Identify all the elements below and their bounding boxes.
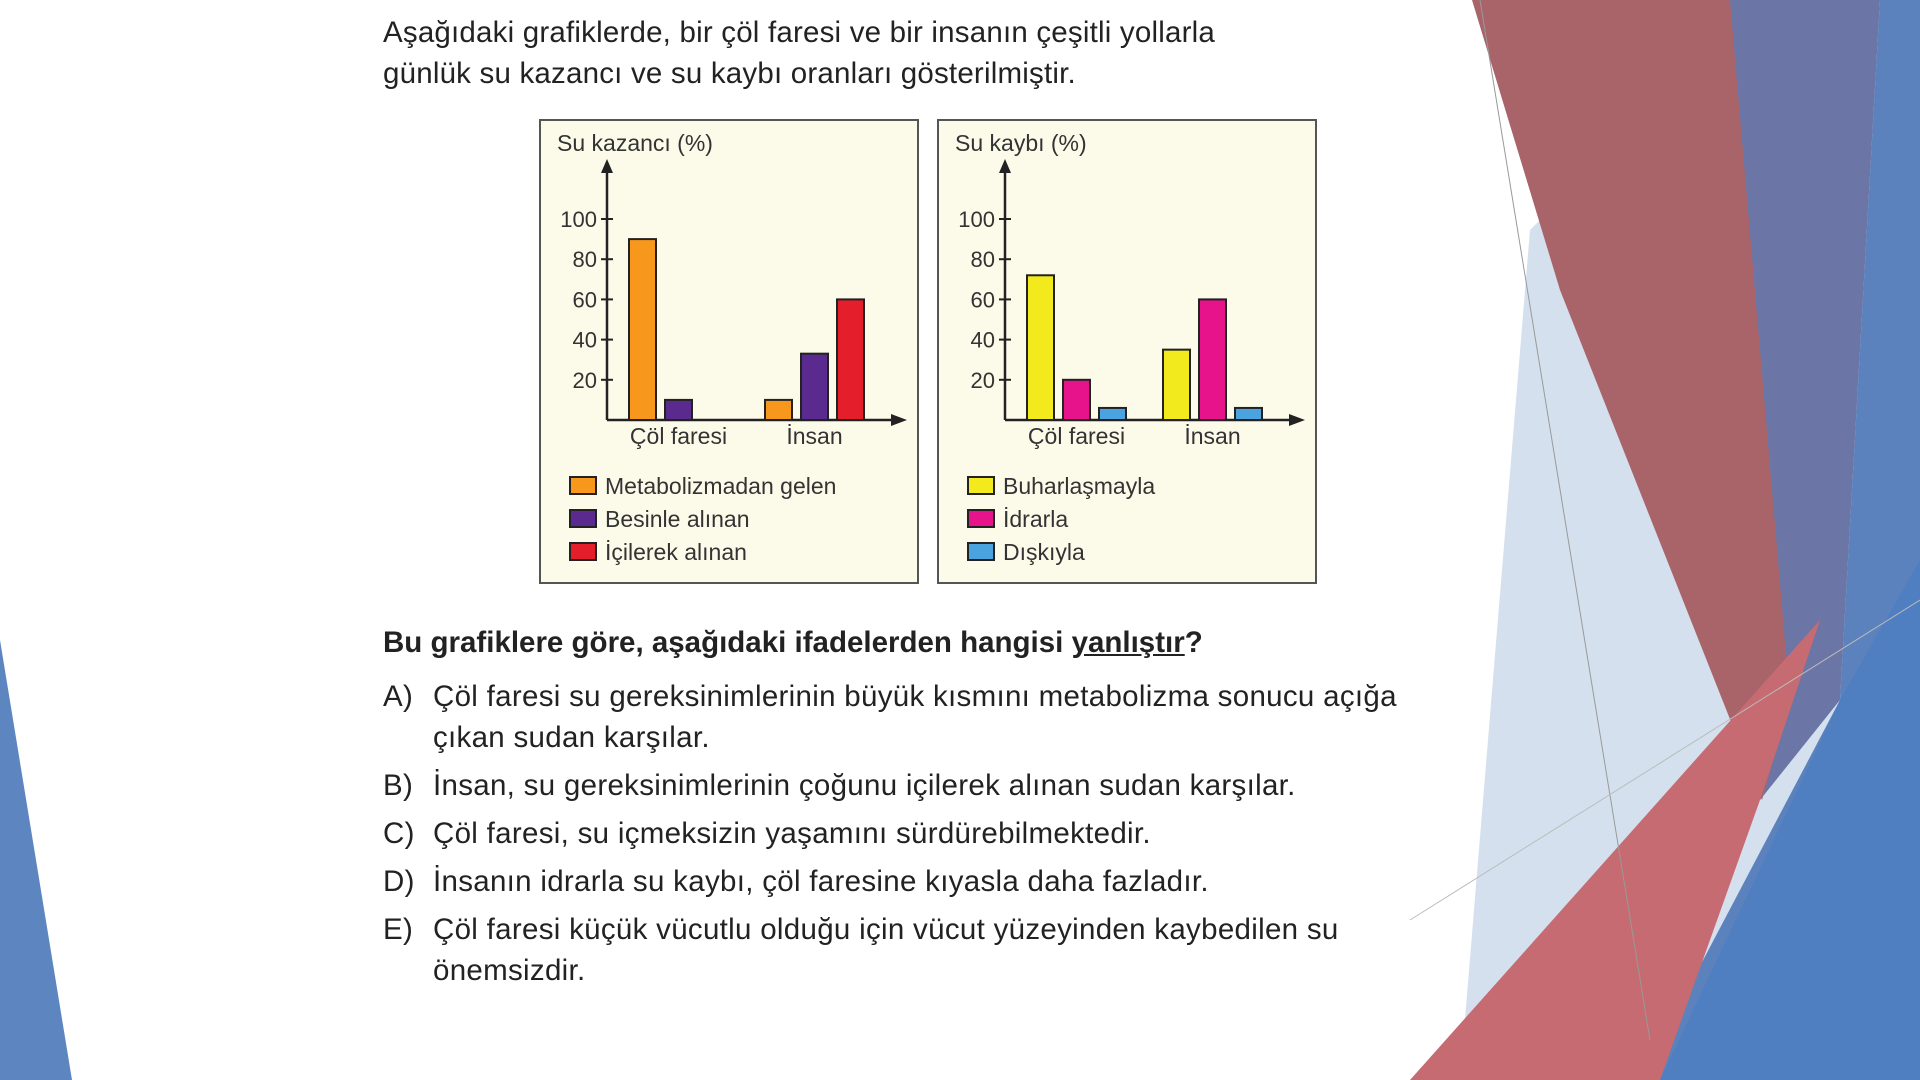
- x-axis-arrow-icon: [1289, 414, 1305, 426]
- legend-swatch: [968, 477, 994, 494]
- bar-col-faresi: [1099, 408, 1126, 420]
- chart-title: Su kazancı (%): [557, 130, 713, 156]
- intro-text: [383, 12, 1413, 94]
- answer-options: [383, 676, 1403, 998]
- bar-insan: [837, 299, 864, 420]
- water-gain-chart: [539, 119, 919, 584]
- bar-insan: [801, 354, 828, 420]
- chart-title: Su kaybı (%): [955, 130, 1087, 156]
- option-d[interactable]: [383, 861, 1403, 902]
- y-axis-arrow-icon: [601, 159, 613, 173]
- y-tick-label: 20: [970, 367, 995, 393]
- option-letter: E): [383, 913, 414, 946]
- chart-svg: [541, 121, 917, 582]
- legend-swatch: [968, 543, 994, 560]
- bar-col-faresi: [1063, 380, 1090, 420]
- y-tick-label: 60: [572, 287, 597, 313]
- option-text: Çöl faresi küçük vücutlu olduğu için vücut yüzeyinden kaybedilen su önemsizdir.: [433, 913, 1339, 987]
- bar-col-faresi: [665, 400, 692, 420]
- intro-line: günlük su kazancı ve su kaybı oranları gösterilmiştir.: [383, 57, 1076, 90]
- y-axis-arrow-icon: [999, 159, 1011, 173]
- option-e[interactable]: [383, 909, 1403, 991]
- legend-label: Metabolizmadan gelen: [605, 473, 837, 499]
- bar-insan: [765, 400, 792, 420]
- x-category-label: İnsan: [786, 423, 843, 449]
- x-axis-arrow-icon: [891, 414, 907, 426]
- option-letter: A): [383, 680, 414, 713]
- bar-insan: [1235, 408, 1262, 420]
- intro-line: Aşağıdaki grafiklerde, bir çöl faresi ve bir insanın çeşitli yollarla: [383, 16, 1215, 49]
- question-pre: Bu grafiklere göre, aşağıdaki ifadelerden hangisi: [383, 626, 1072, 659]
- question-text: [383, 626, 1203, 660]
- question-post: ?: [1184, 626, 1203, 659]
- chart-svg: [939, 121, 1315, 582]
- bar-insan: [1163, 350, 1190, 420]
- option-b[interactable]: [383, 765, 1403, 806]
- water-loss-chart: [937, 119, 1317, 584]
- option-a[interactable]: [383, 676, 1403, 758]
- x-category-label: Çöl faresi: [629, 423, 728, 449]
- y-tick-label: 100: [958, 207, 995, 232]
- x-category-label: Çöl faresi: [1027, 423, 1126, 449]
- y-tick-label: 60: [970, 287, 995, 313]
- question-emphasis: yanlıştır: [1071, 626, 1185, 659]
- option-text: İnsanın idrarla su kaybı, çöl faresine kıyasla daha fazladır.: [433, 865, 1209, 898]
- y-tick-label: 80: [970, 247, 995, 273]
- y-tick-label: 40: [970, 327, 995, 353]
- y-tick-label: 80: [572, 247, 597, 273]
- legend-swatch: [570, 510, 596, 527]
- left-blue-triangle: [0, 640, 72, 1080]
- option-text: Çöl faresi, su içmeksizin yaşamını sürdürebilmektedir.: [433, 817, 1151, 850]
- option-letter: C): [383, 817, 415, 850]
- legend-label: Buharlaşmayla: [1003, 473, 1156, 499]
- legend-label: Dışkıyla: [1003, 539, 1085, 565]
- option-letter: D): [383, 865, 415, 898]
- bar-col-faresi: [629, 239, 656, 420]
- x-category-label: İnsan: [1184, 423, 1241, 449]
- y-tick-label: 20: [572, 367, 597, 393]
- legend-swatch: [570, 477, 596, 494]
- legend-label: İçilerek alınan: [605, 539, 747, 565]
- bar-insan: [1199, 299, 1226, 420]
- option-text: İnsan, su gereksinimlerinin çoğunu içilerek alınan sudan karşılar.: [433, 769, 1296, 802]
- option-text: Çöl faresi su gereksinimlerinin büyük kısmını metabolizma sonucu açığa çıkan sudan karşılar.: [433, 680, 1397, 754]
- legend-swatch: [570, 543, 596, 560]
- legend-swatch: [968, 510, 994, 527]
- option-c[interactable]: [383, 813, 1403, 854]
- legend-label: İdrarla: [1003, 506, 1069, 532]
- option-letter: B): [383, 769, 414, 802]
- y-tick-label: 100: [560, 207, 597, 232]
- bar-col-faresi: [1027, 275, 1054, 420]
- y-tick-label: 40: [572, 327, 597, 353]
- legend-label: Besinle alınan: [605, 506, 750, 532]
